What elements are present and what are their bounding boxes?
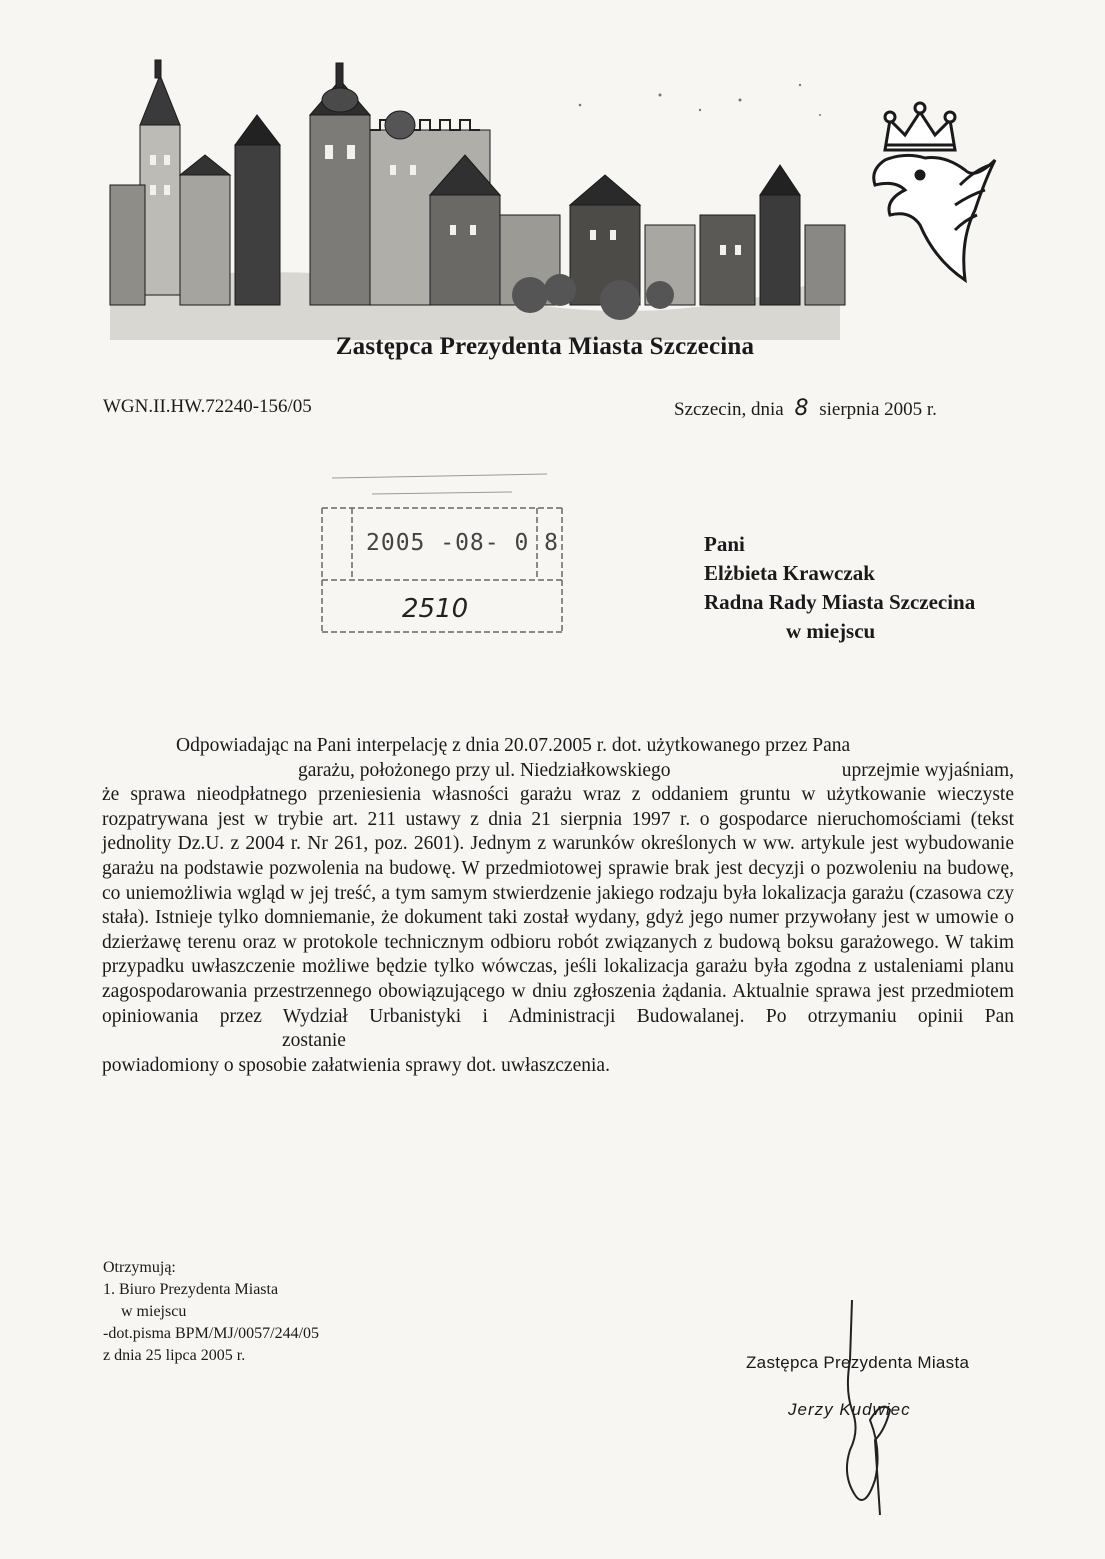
addressee-name: Elżbieta Krawczak <box>704 561 875 585</box>
city-skyline-illustration <box>100 55 860 340</box>
body-line-2 <box>102 759 1014 784</box>
addressee-position: Radna Rady Miasta Szczecina <box>704 590 976 614</box>
stamp-registration-number: 2510 <box>402 594 469 624</box>
stamp-date: 2005 -08- 0 8 <box>366 530 560 556</box>
addressee-salutation: Pani <box>704 532 745 556</box>
signature-name: Jerzy Kudwiec <box>788 1400 911 1419</box>
addressee-block <box>704 530 975 646</box>
dateline <box>674 396 937 421</box>
letterhead-title: Zastępca Prezydenta Miasta Szczecina <box>335 333 755 360</box>
body-paragraph-text: że sprawa nieodpłatnego przeniesienia własności garażu wraz z oddaniem gruntu w użytkowanie wieczyste rozpatrywana jest w trybie art. 211 ustawy z dnia 21 sierpnia 1997 r. o gospodarce nieruchomościami (tekst jednolity Dz.U. z 2004 r. Nr 261, poz. 2601). Jednym z warunków określonych w ww. artykule jest wybudowanie garażu na podstawie pozwolenia na budowę. W przedmiotowej sprawie brak jest decyzji o pozwoleniu na budowę, co uniemożliwia wgląd w jej treść, a tym samym stwierdzenie jakiego rodzaju była lokalizacja garażu (czasowa czy stała). Istnieje tylko domniemanie, że dokument taki został wydany, gdyż jego numer przywołany jest w umowie o dzierżawę terenu oraz w protokole technicznym odbioru robót związanych z budową boksu garażowego. W takim przypadku uwłaszczenie możliwe będzie tylko wówczas, jeśli lokalizacja garażu była zgodna z ustaleniami planu zagospodarowania przestrzennego obowiązującego w dniu zgłoszenia żądania. Aktualnie sprawa jest przedmiotem opiniowania przez Wydział Urbanistyki i Administracji Budowalanej. Po otrzymaniu opinii Pan <box>102 784 1014 1027</box>
body-last-line: powiadomiony o sposobie załatwienia sprawy dot. uwłaszczenia. <box>102 1054 610 1076</box>
body-line-2-right: uprzejmie wyjaśniam, <box>841 759 1014 781</box>
receipt-stamp <box>312 460 570 642</box>
letter-body <box>102 734 1014 1078</box>
dateline-suffix: sierpnia 2005 r. <box>819 399 937 420</box>
recipients-list <box>103 1257 319 1367</box>
body-line-2-left: garażu, położonego przy ul. Niedziałkowskiego <box>298 759 671 781</box>
recipient-date: z dnia 25 lipca 2005 r. <box>103 1347 246 1364</box>
addressee-location: w miejscu <box>786 619 876 643</box>
dateline-prefix: Szczecin, dnia <box>674 399 784 420</box>
body-line-1: Odpowiadając na Pani interpelację z dnia 20.07.2005 r. dot. użytkowanego przez Pana <box>176 735 851 756</box>
recipient-item: 1. Biuro Prezydenta Miasta <box>103 1281 279 1298</box>
signature-title: Zastępca Prezydenta Miasta <box>746 1353 970 1372</box>
recipient-location: w miejscu <box>121 1303 187 1320</box>
recipients-heading: Otrzymują: <box>103 1259 176 1276</box>
handwritten-signature-icon <box>820 1300 900 1515</box>
dateline-day: 8 <box>794 396 809 421</box>
body-paragraph-tail: zostanie <box>282 1030 346 1052</box>
reference-number: WGN.II.HW.72240-156/05 <box>103 396 312 417</box>
griffin-crest-icon <box>865 90 1005 290</box>
recipient-reference: -dot.pisma BPM/MJ/0057/244/05 <box>103 1325 320 1342</box>
body-paragraph <box>102 783 1014 1054</box>
